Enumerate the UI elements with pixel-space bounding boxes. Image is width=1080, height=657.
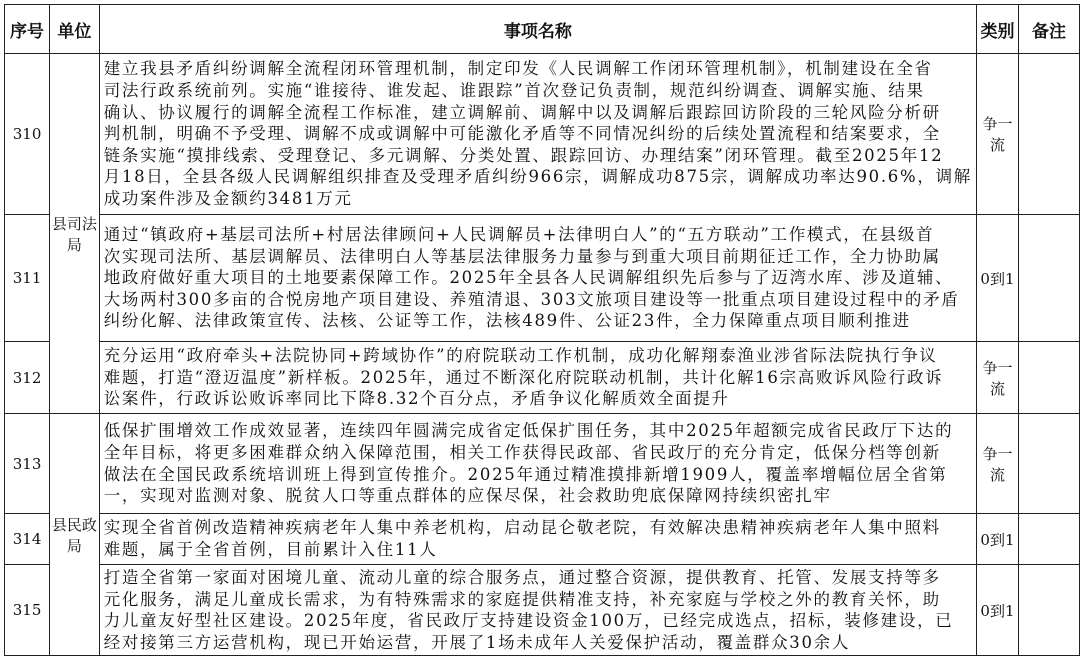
description-line: 充分运用“政府牵头+法院协同+跨域协作”的府院联动工作机制，成功化解翔泰渔业涉省际法院执行争议 <box>103 346 938 366</box>
item-description <box>99 565 976 656</box>
description-line: 难题，属于全省首例，目前累计入住11人 <box>103 540 438 559</box>
description-line: 成功案件涉及金额约3481万元 <box>103 188 353 208</box>
remark-cell <box>1018 342 1079 414</box>
description-line: 打造全省第一家面对困境儿童、流动儿童的综合服务点，通过整合资源，提供教育、托管、发展支持等多 <box>103 568 941 587</box>
item-description <box>99 215 976 342</box>
description-line: 难题，打造“澄迈温度”新样板。2025年，通过不断深化府院联动机制，共计化解16宗高败诉风险行政诉 <box>103 367 944 387</box>
description-line: 讼案件，行政诉讼败诉率同比下降8.32个百分点，矛盾争议化解质效全面提升 <box>103 389 730 409</box>
description-line: 确认、协议履行的调解全流程工作标准，建立调解前、调解中以及调解后跟踪回访阶段的三轮风险分析研 <box>103 102 941 122</box>
description-line: 实现全省首例改造精神疾病老年人集中养老机构，启动昆仑敬老院，有效解决患精神疾病老年人集中照料 <box>103 518 941 538</box>
description-line: 次实现司法所、基层调解员、法律明白人等基层法律服务力量参与到重大项目前期征迁工作，全力协助属 <box>103 246 941 266</box>
description-line: 地政府做好重大项目的土地要素保障工作。2025年全县各人民调解组织先后参与了迈湾水库、涉及道辅、 <box>103 268 954 288</box>
item-description <box>99 514 976 565</box>
description-line: 月18日，全县各级人民调解组织排查及受理矛盾纠纷966宗，调解成功875宗，调解成功率达90.6%，调解 <box>103 167 972 187</box>
item-description <box>99 414 976 514</box>
row-number: 310 <box>5 54 50 215</box>
table-row <box>5 54 1080 215</box>
description-line: 纠纷化解、法律政策宣传、法核、公证等工作，法核489件、公证23件，全力保障重点项目顺利推进 <box>103 311 911 331</box>
header-category: 类别 <box>977 5 1019 54</box>
header-item: 事项名称 <box>99 5 976 54</box>
category-cell: 争一流 <box>977 414 1019 514</box>
row-number: 315 <box>5 565 50 656</box>
unit-cell: 县司法局 <box>50 54 100 414</box>
matters-table <box>4 4 1080 656</box>
remark-cell <box>1018 514 1079 565</box>
description-line: 力儿童友好型社区建设。2025年度，省民政厅支持建设资金100万，已经完成选点，招标，装修建设，已 <box>103 611 954 631</box>
description-line: 大场两村300多亩的合悦房地产项目建设、养殖清退、303文旅项目建设等一批重点项目建设过程中的矛盾 <box>103 289 960 309</box>
table-row <box>5 215 1080 342</box>
table-row <box>5 414 1080 514</box>
description-line: 做法在全国民政系统培训班上得到宣传推介。2025年通过精准摸排新增1909人，覆盖率增幅位居全省第 <box>103 464 948 484</box>
description-line: 一，实现对监测对象、脱贫人口等重点群体的应保尽保，社会救助兜底保障网持续织密扎牢 <box>103 486 832 506</box>
category-cell: 0到1 <box>977 565 1019 656</box>
header-row <box>5 5 1080 54</box>
description-line: 通过“镇政府+基层司法所+村居法律顾问+人民调解员+法律明白人”的“五方联动”工作模式，在县级首 <box>103 225 935 245</box>
unit-cell: 县民政局 <box>50 414 100 656</box>
category-cell: 0到1 <box>977 514 1019 565</box>
header-no: 序号 <box>5 5 50 54</box>
description-line: 元化服务，满足儿童成长需求，为有特殊需求的家庭提供精准支持，补充家庭与学校之外的教育关怀，助 <box>103 589 941 609</box>
description-line: 建立我县矛盾纠纷调解全流程闭环管理机制，制定印发《人民调解工作闭环管理机制》，机制建设在全省 <box>103 59 933 79</box>
description-line: 低保扩围增效工作成效显著，连续四年圆满完成省定低保扩围任务，其中2025年超额完成省民政厅下达的 <box>103 421 954 441</box>
row-number: 314 <box>5 514 50 565</box>
remark-cell <box>1018 565 1079 656</box>
category-cell: 争一流 <box>977 54 1019 215</box>
category-cell: 0到1 <box>977 215 1019 342</box>
table-row <box>5 514 1080 565</box>
remark-cell <box>1018 54 1079 215</box>
item-description <box>99 342 976 414</box>
table-row <box>5 342 1080 414</box>
row-number: 312 <box>5 342 50 414</box>
header-unit: 单位 <box>50 5 100 54</box>
row-number: 313 <box>5 414 50 514</box>
remark-cell <box>1018 414 1079 514</box>
description-line: 链条实施“摸排线索、受理登记、多元调解、分类处置、跟踪回访、办理结案”闭环管理。截至2025年12 <box>103 145 944 165</box>
description-line: 判机制，明确不予受理、调解不成或调解中可能激化矛盾等不同情况纠纷的后续处置流程和结案要求，全 <box>103 124 941 144</box>
category-cell: 争一流 <box>977 342 1019 414</box>
description-line: 经对接第三方运营机构，现已开始运营，开展了1场未成年人关爱保护活动，覆盖群众30余人 <box>103 632 851 652</box>
table-row <box>5 565 1080 656</box>
row-number: 311 <box>5 215 50 342</box>
item-description <box>99 54 976 215</box>
header-remark: 备注 <box>1018 5 1079 54</box>
description-line: 司法行政系统前列。实施“谁接待、谁发起、谁跟踪”首次登记负责制，规范纠纷调查、调解实施、结果 <box>103 81 925 101</box>
remark-cell <box>1018 215 1079 342</box>
description-line: 全年目标，将更多困难群众纳入保障范围，相关工作获得民政部、省民政厅的充分肯定，低保分档等创新 <box>103 442 941 462</box>
